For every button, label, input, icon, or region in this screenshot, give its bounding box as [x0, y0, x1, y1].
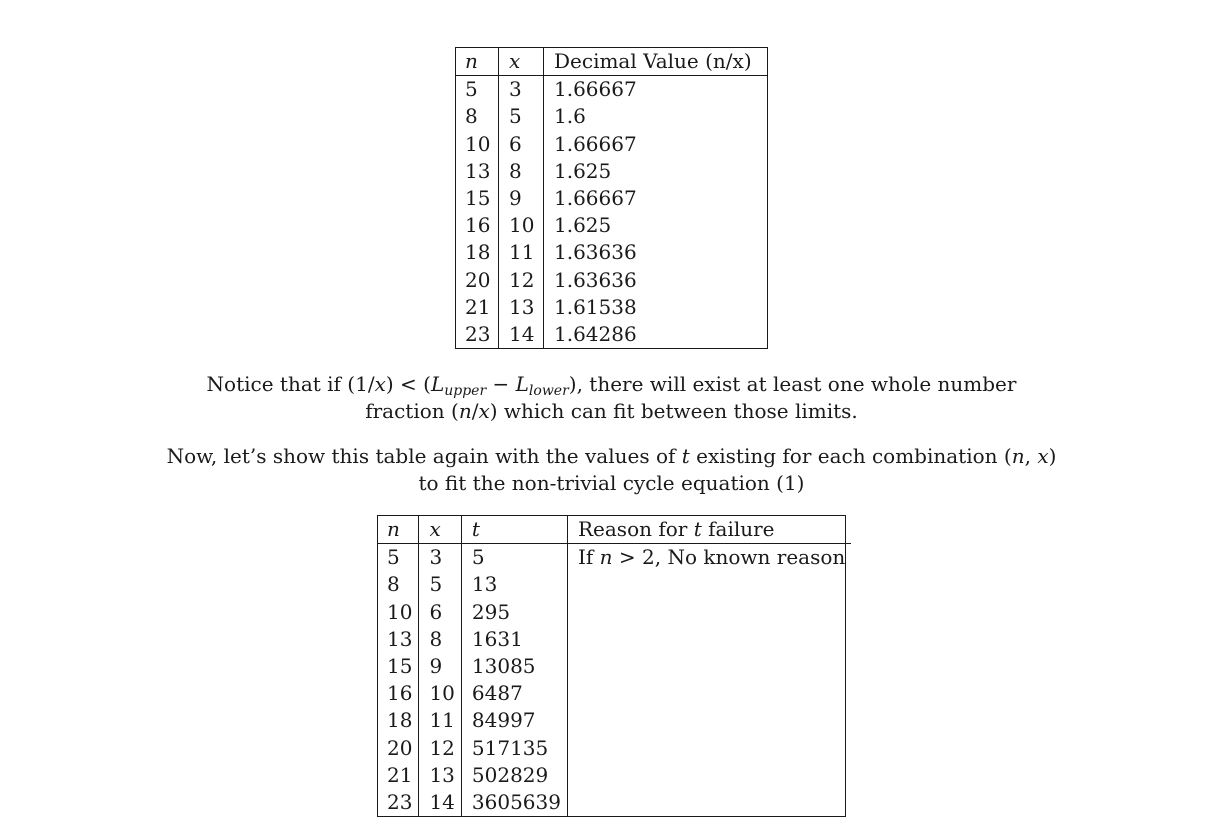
now-paragraph	[0, 443, 1223, 497]
cell-x: 13	[419, 762, 461, 789]
table-row	[377, 789, 851, 816]
cell-decimal: 1.61538	[554, 294, 637, 319]
table2-header-x: x	[419, 516, 461, 544]
math-x: x	[478, 399, 490, 423]
cell-n: 5	[455, 76, 499, 104]
table-row	[455, 294, 768, 321]
cell-x: 8	[419, 626, 461, 653]
cell-x: 10	[499, 212, 544, 239]
table-row	[455, 185, 768, 212]
cell-decimal: 1.63636	[554, 240, 637, 265]
table-row	[377, 599, 851, 626]
text-span: Notice that if (1/	[206, 372, 375, 396]
table-row	[377, 735, 851, 762]
table1-header-n: n	[455, 48, 499, 76]
text-span: )	[1048, 444, 1057, 468]
table2-header-n: n	[377, 516, 419, 544]
table-row	[455, 321, 768, 348]
cell-n: 13	[377, 626, 419, 653]
subscript-lower: lower	[528, 383, 569, 399]
math-n: n	[458, 399, 472, 423]
notice-line-1	[0, 371, 1223, 398]
text-span: ) < (	[385, 372, 431, 396]
cell-decimal: 1.66667	[554, 186, 637, 211]
subscript-upper: upper	[444, 383, 487, 399]
cell-n: 21	[377, 762, 419, 789]
text-span: fraction (	[365, 399, 459, 423]
text-span: ), there will exist at least one whole number	[568, 372, 1017, 396]
minus-sign: −	[486, 372, 516, 396]
cell-decimal: 1.63636	[554, 267, 637, 292]
notice-paragraph	[0, 371, 1223, 425]
cell-x: 8	[499, 158, 544, 185]
text-span: failure	[701, 517, 775, 541]
cell-reason	[567, 735, 851, 762]
table-row	[455, 76, 768, 104]
cell-x: 5	[419, 571, 461, 598]
cell-reason	[567, 789, 851, 816]
cell-decimal: 1.6	[554, 104, 586, 129]
table2-header-row	[377, 516, 851, 544]
cell-x: 6	[419, 599, 461, 626]
cell-reason	[567, 762, 851, 789]
cell-x: 10	[419, 680, 461, 707]
table2-header-reason	[567, 516, 851, 544]
cell-n: 5	[377, 544, 419, 572]
cell-reason	[567, 571, 851, 598]
cell-decimal: 1.66667	[554, 77, 637, 102]
table-row	[455, 131, 768, 158]
cell-reason	[567, 680, 851, 707]
cell-x: 13	[499, 294, 544, 321]
cell-x: 5	[499, 103, 544, 130]
text-span: existing for each combination (	[689, 444, 1012, 468]
cell-x: 6	[499, 131, 544, 158]
cell-n: 18	[455, 239, 499, 266]
cell-x: 12	[419, 735, 461, 762]
table-row	[377, 571, 851, 598]
text-span: ,	[1024, 444, 1038, 468]
cell-t: 3605639	[461, 789, 567, 816]
cell-t: 6487	[461, 680, 567, 707]
cell-n: 23	[455, 321, 499, 348]
table1-header-x: x	[499, 48, 544, 76]
now-line-1	[0, 443, 1223, 470]
cell-reason	[567, 653, 851, 680]
cell-n: 15	[377, 653, 419, 680]
math-n: n	[599, 545, 613, 570]
text-span: Now, let’s show this table again with the values of	[166, 444, 682, 468]
table-row	[455, 103, 768, 130]
math-t: t	[693, 517, 702, 541]
math-t: t	[681, 444, 690, 468]
cell-reason	[567, 599, 851, 626]
cell-n: 20	[455, 267, 499, 294]
t-values-table	[377, 516, 851, 816]
decimal-value-table	[455, 48, 768, 348]
text-span: /	[471, 399, 479, 423]
cell-reason	[567, 707, 851, 734]
table-row	[455, 158, 768, 185]
math-n: n	[1011, 444, 1025, 468]
table1-header-decimal: Decimal Value (n/x)	[544, 48, 769, 76]
cell-t: 1631	[461, 626, 567, 653]
table-row	[455, 239, 768, 266]
text-span: Reason for	[577, 517, 694, 541]
cell-n: 8	[377, 571, 419, 598]
cell-t: 13085	[461, 653, 567, 680]
table-row	[377, 544, 851, 572]
cell-x: 9	[419, 653, 461, 680]
cell-t: 502829	[461, 762, 567, 789]
math-x: x	[1037, 444, 1049, 468]
notice-line-2	[0, 398, 1223, 425]
cell-n: 23	[377, 789, 419, 816]
table1-header-row	[455, 48, 768, 76]
table-row	[377, 653, 851, 680]
cell-n: 10	[377, 599, 419, 626]
text-span: > 2, No known reason	[612, 545, 846, 570]
cell-t: 295	[461, 599, 567, 626]
cell-x: 9	[499, 185, 544, 212]
math-x: x	[374, 372, 386, 396]
math-L-upper: L	[430, 372, 445, 396]
cell-reason	[567, 544, 851, 572]
cell-t: 517135	[461, 735, 567, 762]
table-row	[455, 267, 768, 294]
cell-n: 8	[455, 103, 499, 130]
cell-x: 3	[499, 76, 544, 104]
cell-n: 18	[377, 707, 419, 734]
cell-reason	[567, 626, 851, 653]
cell-x: 11	[419, 707, 461, 734]
math-L-lower: L	[515, 372, 529, 396]
cell-x: 3	[419, 544, 461, 572]
cell-x: 14	[419, 789, 461, 816]
cell-t: 13	[461, 571, 567, 598]
cell-t: 5	[461, 544, 567, 572]
cell-x: 11	[499, 239, 544, 266]
cell-n: 10	[455, 131, 499, 158]
table-row	[455, 212, 768, 239]
table-row	[377, 762, 851, 789]
cell-x: 14	[499, 321, 544, 348]
cell-n: 20	[377, 735, 419, 762]
cell-n: 16	[455, 212, 499, 239]
cell-decimal: 1.66667	[554, 131, 637, 156]
table2-header-t: t	[461, 516, 567, 544]
cell-n: 16	[377, 680, 419, 707]
now-line-2: to fit the non-trivial cycle equation (1)	[418, 471, 805, 495]
table-row	[377, 680, 851, 707]
cell-n: 21	[455, 294, 499, 321]
cell-n: 15	[455, 185, 499, 212]
text-span: ) which can fit between those limits.	[489, 399, 858, 423]
text-span: If	[577, 545, 600, 570]
cell-n: 13	[455, 158, 499, 185]
cell-x: 12	[499, 267, 544, 294]
table-row	[377, 626, 851, 653]
cell-decimal: 1.64286	[554, 322, 637, 347]
table-row	[377, 707, 851, 734]
cell-decimal: 1.625	[554, 158, 612, 183]
cell-t: 84997	[461, 707, 567, 734]
cell-decimal: 1.625	[554, 213, 612, 238]
